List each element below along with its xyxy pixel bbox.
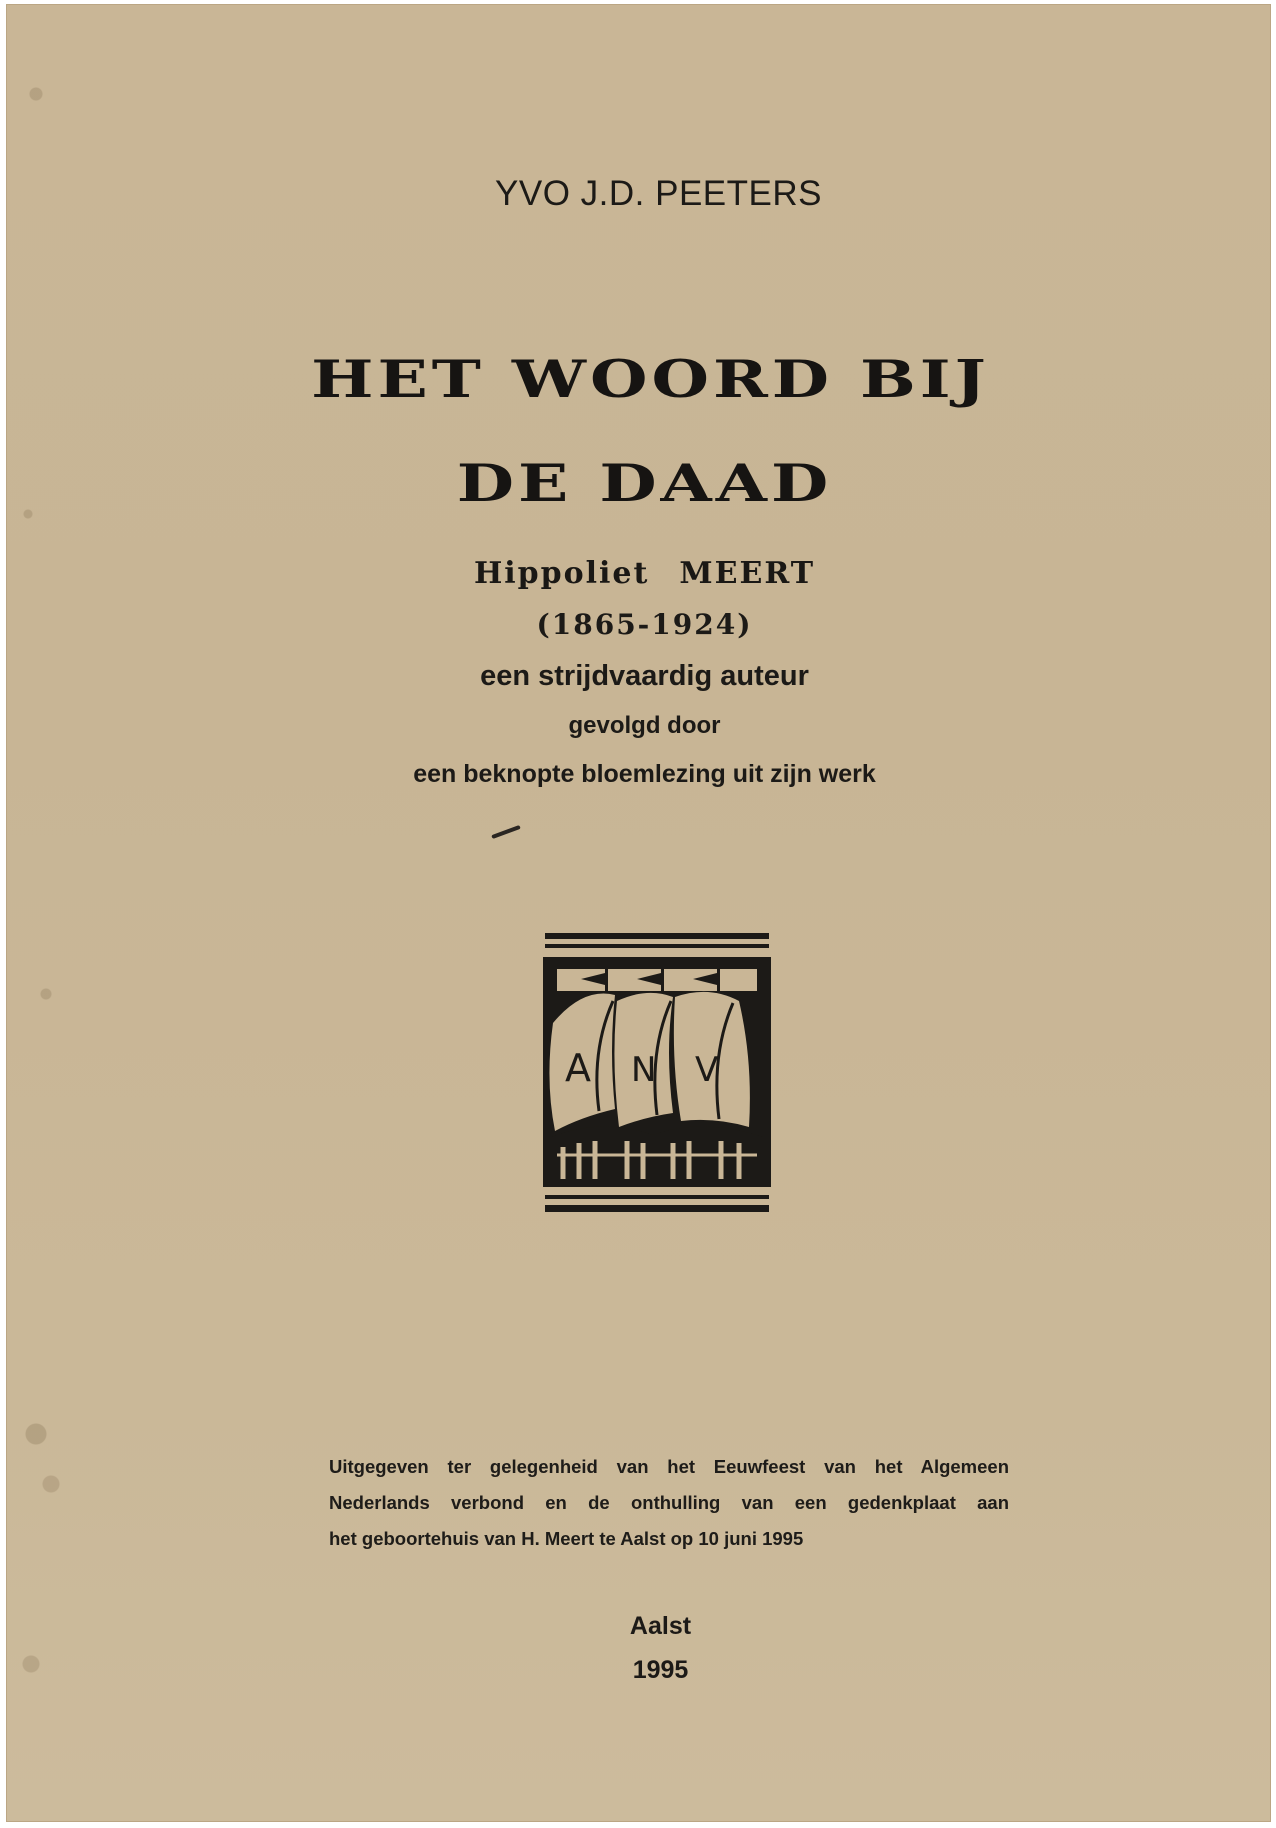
author-name: YVO J.D. PEETERS [495,174,822,213]
logo-letter-v: V [695,1050,719,1090]
book-cover [6,4,1271,1822]
tagline: een strijdvaardig auteur [480,660,809,692]
anthology-line: een beknopte bloemlezing uit zijn werk [413,760,876,788]
title-line-1: HET WOORD BIJ [311,348,990,410]
subject-last-name: MEERT [679,556,816,591]
publication-place: Aalst [629,1612,692,1640]
title-line-2: DE DAAD [456,452,833,514]
ink-mark [491,825,521,839]
publication-note-line-3: het geboortehuis van H. Meert te Aalst op 10 juni 1995 [329,1528,804,1549]
subject-years: (1865-1924) [536,608,753,641]
logo-letter-a: A [565,1046,591,1090]
spine-wear [6,4,66,1822]
subject-first-name: Hippoliet [473,556,650,591]
ship-sails-logo-icon [543,931,771,1221]
subject-name [12,556,1271,591]
publication-note-line-1: Uitgegeven ter gelegenheid van het Eeuwfeest van het Algemeen [329,1456,1009,1477]
publication-year: 1995 [632,1656,689,1684]
followed-by: gevolgd door [568,712,721,739]
logo-letter-n: N [631,1050,657,1090]
publication-note-line-2: Nederlands verbond en de onthulling van een gedenkplaat aan [329,1492,1009,1513]
